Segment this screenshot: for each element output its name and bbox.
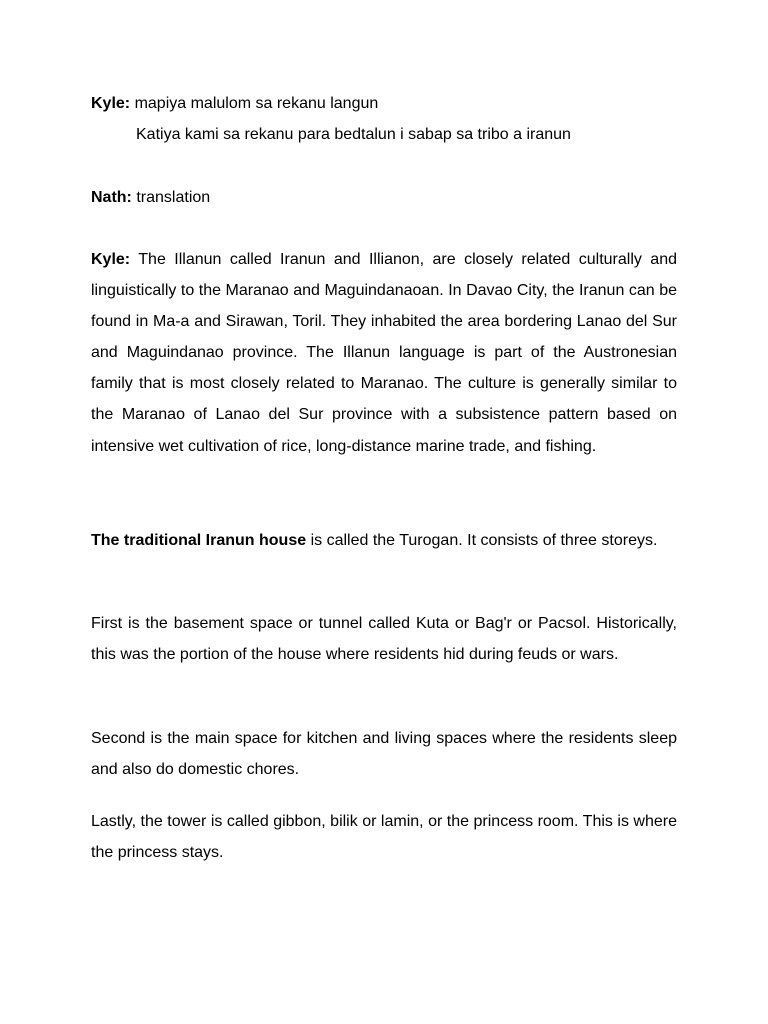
dialogue-line-kyle-1 <box>91 94 378 114</box>
speaker-label: Kyle: <box>91 95 131 112</box>
house-intro-paragraph <box>91 525 677 556</box>
house-third-paragraph: Lastly, the tower is called gibbon, bilik or lamin, or the princess room. This is where the princess stays. <box>91 813 677 862</box>
speaker-label: Kyle: <box>91 251 131 268</box>
speaker-label: Nath: <box>91 189 132 206</box>
house-lead: The traditional Iranun house <box>91 532 307 549</box>
dialogue-text: translation <box>136 189 211 206</box>
dialogue-continuation: Katiya kami sa rekanu para bedtalun i sabap sa tribo a iranun <box>136 126 571 143</box>
dialogue-line-kyle-2 <box>91 244 677 462</box>
dialogue-line-nath <box>91 188 210 208</box>
dialogue-text: mapiya malulom sa rekanu langun <box>134 95 379 112</box>
house-second-paragraph: Second is the main space for kitchen and living spaces where the residents sleep and also do domestic chores. <box>91 730 677 779</box>
house-intro-text: is called the Turogan. It consists of three storeys. <box>310 532 658 549</box>
dialogue-text: The Illanun called Iranun and Illianon, are closely related culturally and linguistically to the Maranao and Maguindanaoan. In Davao City, the Iranun can be found in Ma-a and Sirawan, Toril. They inhabited the area bordering Lanao del Sur and Maguindanao province. The Illanun language is part of the Austronesian family that is most closely related to Maranao. The culture is generally similar to the Maranao of Lanao del Sur province with a subsistence pattern based on intensive wet cultivation of rice, long-distance marine trade, and fishing. <box>91 251 678 455</box>
house-first-paragraph: First is the basement space or tunnel called Kuta or Bag'r or Pacsol. Historically, this was the portion of the house where residents hid during feuds or wars. <box>91 615 677 664</box>
